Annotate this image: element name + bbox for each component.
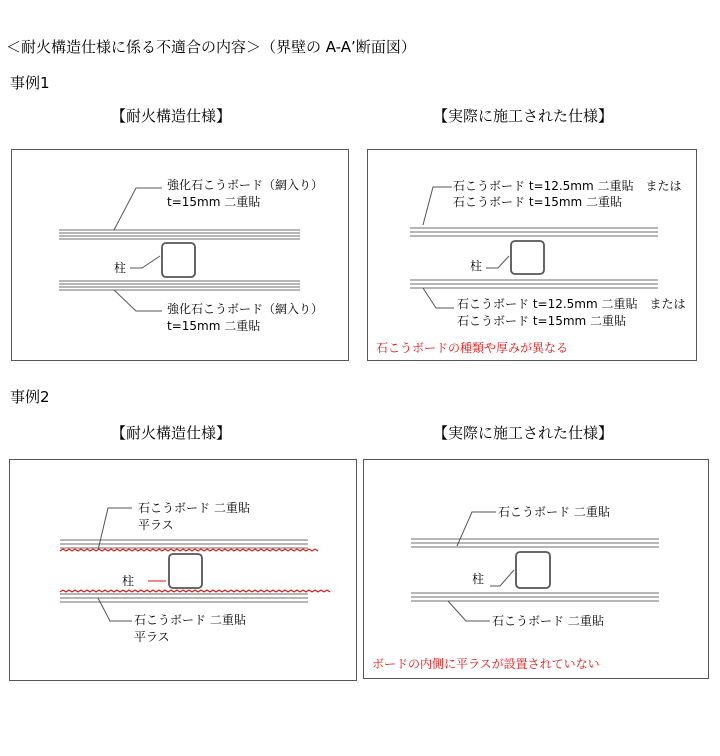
case1-right-bottom-label-2: 石こうボード t=15mm 二重貼 xyxy=(457,314,627,328)
case2-left-heading: 【耐火構造仕様】 xyxy=(111,424,232,442)
case2-right-pillar-label: 柱 xyxy=(472,572,485,586)
case2-right-top-label-1: 石こうボード 二重貼 xyxy=(498,505,610,519)
case2-right-drawing xyxy=(364,460,708,678)
bottom-board-layers xyxy=(60,594,308,602)
case2-right-heading: 【実際に施工された仕様】 xyxy=(433,424,614,442)
top-leader-line xyxy=(114,188,162,230)
case1-right-note: 石こうボードの種類や厚みが異なる xyxy=(376,341,569,355)
top-board-layers xyxy=(411,539,659,547)
case1-label: 事例1 xyxy=(10,74,50,92)
case1-left-top-label-1: 強化石こうボード（網入り） xyxy=(167,178,324,192)
top-metal-lath xyxy=(60,549,318,551)
case2-left-top-label-2: 平ラス xyxy=(138,518,174,532)
pillar-leader-line xyxy=(490,570,514,586)
pillar-leader-line xyxy=(130,256,160,268)
bottom-metal-lath xyxy=(60,590,330,592)
top-leader-line xyxy=(423,187,452,225)
case2-left-pillar-label: 柱 xyxy=(122,574,135,588)
case2-left-top-label-1: 石こうボード 二重貼 xyxy=(138,501,250,515)
case1-right-bottom-label-1: 石こうボード t=12.5mm 二重貼 または xyxy=(457,297,686,311)
bottom-board-layers xyxy=(411,593,659,601)
case1-right-panel xyxy=(367,149,697,361)
case2-left-bottom-label-2: 平ラス xyxy=(134,630,170,644)
case2-right-note: ボードの内側に平ラスが設置されていない xyxy=(372,657,600,671)
pillar-leader-line xyxy=(486,256,509,268)
case2-left-bottom-label-1: 石こうボード 二重貼 xyxy=(134,613,246,627)
case2-right-panel xyxy=(363,459,709,679)
pillar xyxy=(162,243,195,277)
bottom-leader-line xyxy=(448,601,490,621)
case1-left-panel xyxy=(11,149,349,361)
bottom-leader-line xyxy=(423,288,454,308)
top-board-layers xyxy=(410,228,658,236)
case1-left-bottom-label-1: 強化石こうボード（網入り） xyxy=(167,302,324,316)
case2-label: 事例2 xyxy=(10,388,50,406)
case2-left-drawing xyxy=(10,460,356,680)
case1-right-pillar-label: 柱 xyxy=(470,259,483,273)
case1-right-heading: 【実際に施工された仕様】 xyxy=(433,107,614,125)
case1-right-top-label-1: 石こうボード t=12.5mm 二重貼 または xyxy=(453,179,682,193)
case1-left-bottom-label-2: t=15mm 二重貼 xyxy=(167,319,261,333)
top-board-layers xyxy=(60,540,308,548)
bottom-leader-line xyxy=(114,290,162,311)
case1-left-heading: 【耐火構造仕様】 xyxy=(111,107,232,125)
bottom-board-layers xyxy=(410,280,658,288)
pillar xyxy=(511,241,544,274)
case1-left-top-label-2: t=15mm 二重貼 xyxy=(167,195,261,209)
bottom-board-layers xyxy=(59,281,300,290)
pillar xyxy=(169,554,202,588)
case1-right-top-label-2: 石こうボード t=15mm 二重貼 xyxy=(453,195,623,209)
case2-right-bottom-label-1: 石こうボード 二重貼 xyxy=(492,614,604,628)
pillar xyxy=(516,552,550,588)
case2-left-panel xyxy=(9,459,357,681)
case1-left-pillar-label: 柱 xyxy=(114,261,127,275)
page-title: ＜耐火構造仕様に係る不適合の内容＞（界壁の A-A’断面図） xyxy=(6,38,416,56)
top-leader-line xyxy=(457,512,496,546)
top-board-layers xyxy=(59,230,300,239)
